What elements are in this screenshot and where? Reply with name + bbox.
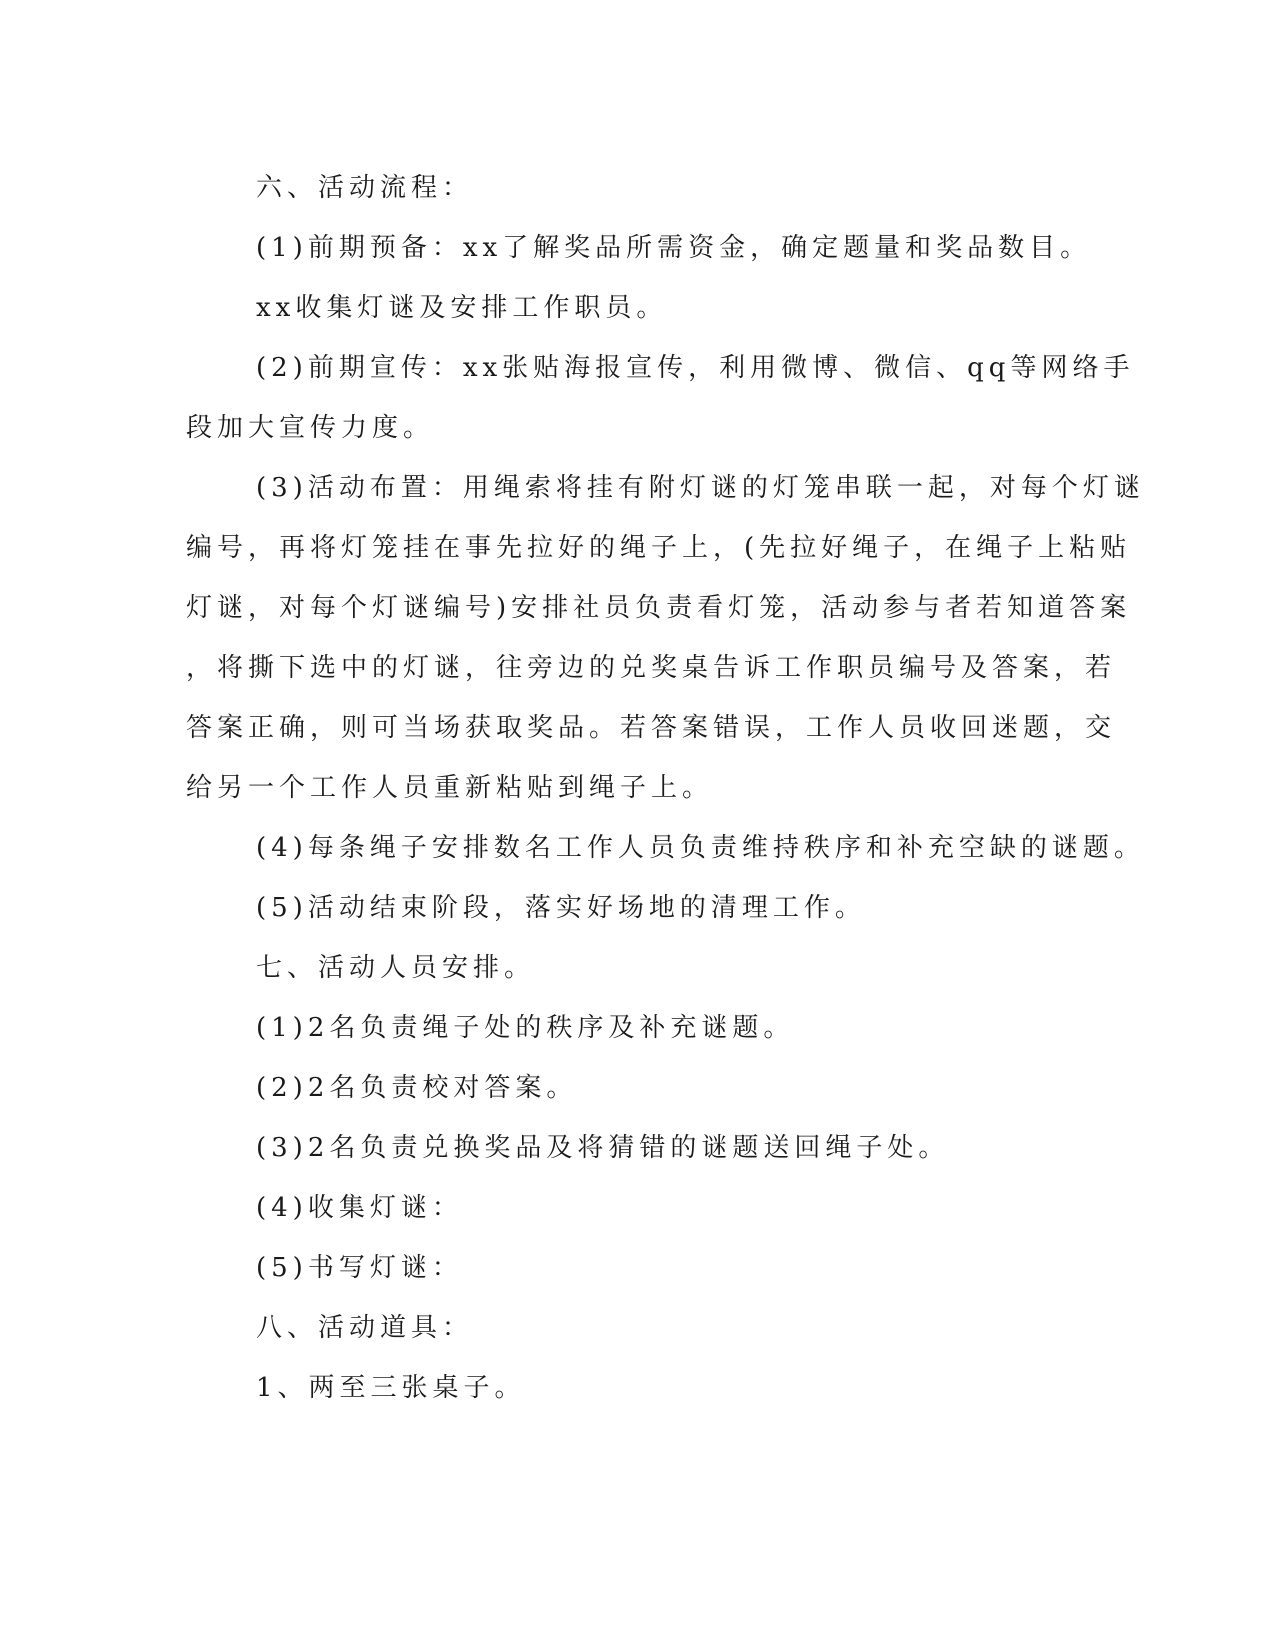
- paragraph-line: (2)前期宣传：xx张贴海报宣传，利用微博、微信、qq等网络手: [256, 353, 1135, 383]
- paragraph-line: (4)收集灯谜：: [256, 1193, 463, 1223]
- section-heading-activity-flow: 六、活动流程：: [256, 173, 474, 203]
- paragraph-line: (4)每条绳子安排数名工作人员负责维持秩序和补充空缺的谜题。: [256, 833, 1145, 863]
- paragraph-line: xx收集灯谜及安排工作职员。: [256, 293, 668, 323]
- paragraph-line: 给另一个工作人员重新粘贴到绳子上。: [186, 773, 714, 803]
- paragraph-line: 段加大宣传力度。: [186, 413, 435, 443]
- paragraph-line: ，将撕下选中的灯谜，往旁边的兑奖桌告诉工作职员编号及答案，若: [186, 653, 1117, 683]
- paragraph-line: (5)活动结束阶段，落实好场地的清理工作。: [256, 893, 866, 923]
- section-heading-staff-arrangement: 七、活动人员安排。: [256, 953, 536, 983]
- paragraph-line: (5)书写灯谜：: [256, 1253, 463, 1283]
- paragraph-line: 编号，再将灯笼挂在事先拉好的绳子上，(先拉好绳子，在绳子上粘贴: [186, 533, 1132, 563]
- paragraph-line: (2)2名负责校对答案。: [256, 1073, 578, 1103]
- paragraph-line: 答案正确，则可当场获取奖品。若答案错误，工作人员收回迷题，交: [186, 713, 1117, 743]
- paragraph-line: (3)活动布置：用绳索将挂有附灯谜的灯笼串联一起，对每个灯谜: [256, 473, 1145, 503]
- paragraph-line: 灯谜，对每个灯谜编号)安排社员负责看灯笼，活动参与者若知道答案: [186, 593, 1132, 623]
- paragraph-line: (3)2名负责兑换奖品及将猜错的谜题送回绳子处。: [256, 1133, 950, 1163]
- paragraph-line: (1)2名负责绳子处的秩序及补充谜题。: [256, 1013, 795, 1043]
- section-heading-props: 八、活动道具：: [256, 1313, 474, 1343]
- paragraph-line: (1)前期预备：xx了解奖品所需资金，确定题量和奖品数目。: [256, 233, 1092, 263]
- document-body: [186, 158, 1145, 1418]
- paragraph-line: 1、两至三张桌子。: [256, 1373, 526, 1403]
